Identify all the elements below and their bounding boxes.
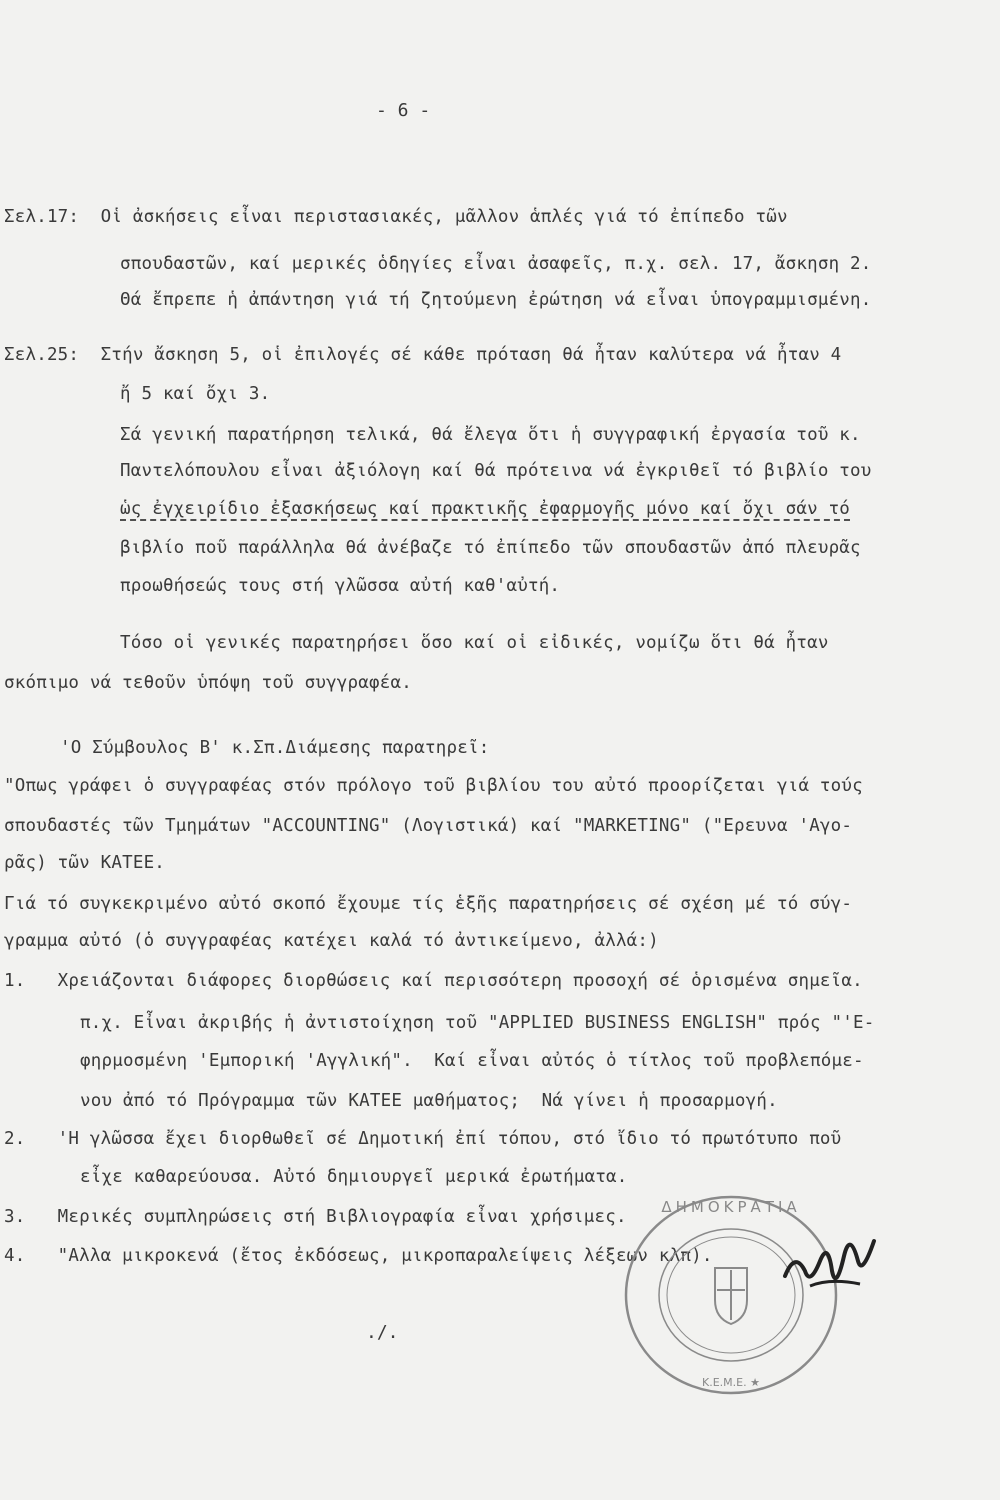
text-line: "Οπως γράφει ὁ συγγραφέας στόν πρόλογο τοῦ βιβλίου του αὐτό προορίζεται γιά τούς — [4, 776, 863, 796]
continuation-mark: ./. — [366, 1322, 399, 1343]
text-line: 3. Μερικές συμπληρώσεις στή Βιβλιογραφία εἶναι χρήσιμες. — [4, 1207, 627, 1227]
text-line: γραμμα αὐτό (ὁ συγγραφέας κατέχει καλά τό ἀντικείμενο, ἀλλά:) — [4, 931, 659, 951]
text-line: σπουδαστές τῶν Τμημάτων "ACCOUNTING" (Λογιστικά) καί "MARKETING" ("Ερευνα 'Αγο- — [4, 816, 853, 836]
text-line: 2. 'Η γλῶσσα ἔχει διορθωθεῖ σέ Δημοτική ἐπί τόπου, στό ἴδιο τό πρωτότυπο ποῦ — [4, 1129, 842, 1149]
text-line: Θά ἔπρεπε ἡ ἀπάντηση γιά τή ζητούμενη ἐρώτηση νά εἶναι ὑπογραμμισμένη. — [120, 290, 872, 310]
text-line: Τόσο οἱ γενικές παρατηρήσει ὅσο καί οἱ εἰδικές, νομίζω ὅτι θά ἦταν — [120, 633, 829, 653]
text-line: ρᾶς) τῶν ΚΑΤΕΕ. — [4, 853, 166, 873]
text-line: 1. Χρειάζονται διάφορες διορθώσεις καί περισσότερη προσοχή σέ ὁρισμένα σημεῖα. — [4, 971, 863, 991]
text-line: Σελ.25: Στήν ἄσκηση 5, οἱ ἐπιλογές σέ κάθε πρόταση θά ἦταν καλύτερα νά ἦταν 4 — [4, 345, 842, 365]
text-line: 'Ο Σύμβουλος Β' κ.Σπ.Διάμεσης παρατηρεῖ: — [60, 738, 490, 758]
text-line: Γιά τό συγκεκριμένο αὐτό σκοπό ἔχουμε τίς ἑξῆς παρατηρήσεις σέ σχέση μέ τό σύγ- — [4, 894, 853, 914]
text-line: Σά γενική παρατήρηση τελικά, θά ἔλεγα ὅτι ἡ συγγραφική ἐργασία τοῦ κ. — [120, 425, 861, 445]
text-line-underlined: ὡς ἐγχειρίδιο ἐξασκήσεως καί πρακτικῆς ἐφαρμογῆς μόνο καί ὄχι σάν τό — [120, 499, 851, 519]
page-number: - 6 - — [376, 100, 431, 121]
text-line: 4. "Αλλα μικροκενά (ἔτος ἐκδόσεως, μικροπαραλείψεις λέξεων κλπ). — [4, 1246, 713, 1266]
text-line: φηρμοσμένη 'Εμπορική 'Αγγλική". Καί εἶναι αὐτός ὁ τίτλος τοῦ προβλεπόμε- — [80, 1051, 864, 1071]
text-line: προωθήσεώς τους στή γλῶσσα αὐτή καθ'αὐτή. — [120, 576, 561, 596]
text-line: π.χ. Εἶναι ἀκριβής ἡ ἀντιστοίχηση τοῦ "APPLIED BUSINESS ENGLISH" πρός "'Ε- — [80, 1013, 875, 1033]
svg-text:ΔΗΜΟΚΡΑΤΙΑ: ΔΗΜΟΚΡΑΤΙΑ — [661, 1198, 801, 1216]
text-line: σπουδαστῶν, καί μερικές ὁδηγίες εἶναι ἀσαφεῖς, π.χ. σελ. 17, ἄσκηση 2. — [120, 254, 872, 274]
text-line: εἶχε καθαρεύουσα. Αὐτό δημιουργεῖ μερικά ἐρωτήματα. — [80, 1167, 628, 1187]
handwritten-signature — [780, 1236, 880, 1306]
text-line: βιβλίο ποῦ παράλληλα θά ἀνέβαζε τό ἐπίπεδο τῶν σπουδαστῶν ἀπό πλευρᾶς — [120, 538, 861, 558]
text-line: νου ἀπό τό Πρόγραμμα τῶν ΚΑΤΕΕ μαθήματος; Νά γίνει ἡ προσαρμογή. — [80, 1091, 778, 1111]
svg-text:Κ.Ε.Μ.Ε. ★: Κ.Ε.Μ.Ε. ★ — [702, 1376, 760, 1389]
text-line: Παντελόπουλου εἶναι ἀξιόλογη καί θά πρότεινα νά ἐγκριθεῖ τό βιβλίο του — [120, 461, 872, 481]
text-line: Σελ.17: Οἱ ἀσκήσεις εἶναι περιστασιακές, μᾶλλον ἁπλές γιά τό ἐπίπεδο τῶν — [4, 207, 788, 227]
text-line: σκόπιμο νά τεθοῦν ὑπόψη τοῦ συγγραφέα. — [4, 673, 412, 693]
text-line: ἤ 5 καί ὄχι 3. — [120, 384, 271, 404]
